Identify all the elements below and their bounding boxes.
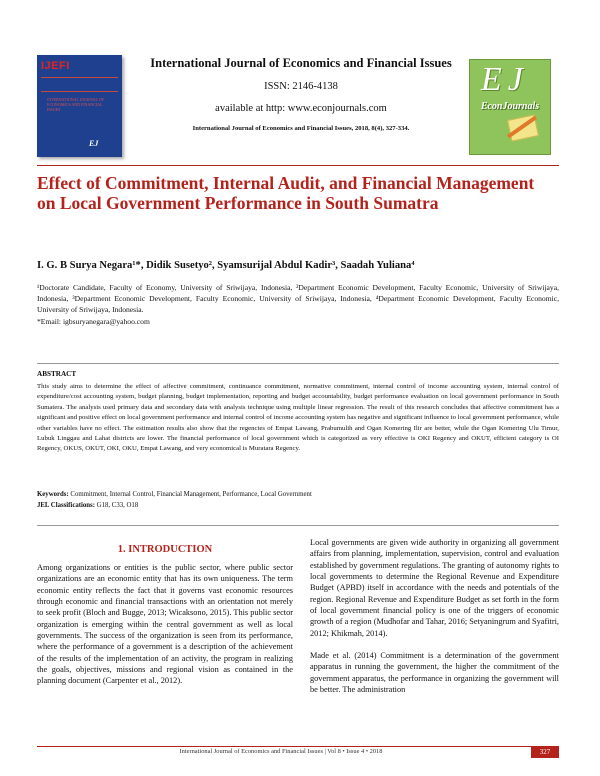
- journal-name: International Journal of Economics and Financial Issues: [150, 56, 452, 70]
- intro-paragraph: Made et al. (2014) Commitment is a determination of the government apparatus in running the government, the higher the commitment of the government apparatus, the performance in organizing the government will be better. The administration: [310, 651, 559, 695]
- footer-divider: [37, 746, 559, 747]
- issn: ISSN: 2146-4138: [264, 81, 338, 92]
- author-list: I. G. B Surya Negara¹*, Didik Susetyo², Syamsurijal Abdul Kadir³, Saadah Yuliana⁴: [37, 260, 415, 271]
- abstract-divider: [37, 363, 559, 364]
- econjournals-logo: [465, 55, 553, 157]
- body-divider: [37, 525, 559, 526]
- footer-text: International Journal of Economics and Financial Issues | Vol 8 • Issue 4 • 2018: [179, 748, 383, 755]
- journal-cover-image: [37, 55, 122, 157]
- header-divider: [37, 165, 559, 166]
- section-heading: 1. INTRODUCTION: [117, 544, 213, 555]
- availability-link[interactable]: available at http: www.econjournals.com: [215, 103, 387, 114]
- jel-value: G18, C33, O18: [94, 501, 139, 509]
- article-title: Effect of Commitment, Internal Audit, and Financial Management on Local Government Performance in South Sumatra: [37, 173, 535, 213]
- jel-label: JEL Classifications:: [37, 501, 95, 509]
- abstract-body: This study aims to determine the effect of affective commitment, continuance commitment, normative commitment, internal control of income accounting system, internal control of expenditure/cost accounting system, budget planning, budget implementation, reporting and budget accountability, budget performance evaluation on local government performance in South Sumatera. The analysis used primary data and secondary data with analysis technique using multiple linear regression. The result of this research concludes that affective commitment has a significant and positive effect on local government performance and internal control of income accounting system has negative and significant influence to local government performance, while other variables have no effect. The estimation results also show that the regencies of Empat Lawang, Prabumulih and Ogan Komering Ilir are better, while the Ogan Komering Ulu Timur, Lubuk Linggau and Lahat districts are lower. The financial performance of local government which is categorized as very effective is OKI Regency and OKUT, efficient category is OI Regency, OKUS, OKUT, OKI, OKU, Empat Lawang, and very economical is Muratara Regency.: [37, 383, 559, 453]
- intro-paragraph-left: Among organizations or entities is the public sector, where public sector organizations are an economic entity that has its own uniqueness. The term economic entity reflects the fact that it governs vast economic resources through economic and financial transactions with an orientation not merely to seek profit (Bloch and Bugge, 2013; Wicaksono, 2015). This public sector organization is emerging within the central government as well as local governments. The success of the organization is seen from its performance, where the performance of a government is a description of the achievement of the results of the implementation of an activity, the program in realizing the goals, objectives, missions and regional vision as contained in the planning document (Carpenter et al., 2012).: [37, 563, 293, 686]
- keywords-value: Commitment, Internal Control, Financial Management, Performance, Local Government: [68, 491, 312, 498]
- cover-divider: [41, 91, 118, 92]
- page-number: 327: [531, 747, 559, 758]
- jel-line: [37, 501, 559, 512]
- email[interactable]: *Email: igbsuryanegara@yahoo.com: [37, 316, 150, 326]
- cover-logo: EJ: [89, 139, 99, 148]
- keywords-label: Keywords:: [37, 491, 69, 498]
- citation: International Journal of Economics and Financial Issues, 2018, 8(4), 327-334.: [192, 125, 410, 132]
- affiliation-text: ¹Doctorate Candidate, Faculty of Economy, University of Sriwijaya, Indonesia, ²Department Economic Development, Faculty Economic, University of Sriwijaya, Indonesia, ³Department Economic Development, Faculty Economic, University of Sriwijaya, Indonesia, ⁴Department Economic Development, Faculty Economic, University of Sriwijaya, Indonesia.: [37, 283, 559, 315]
- cover-divider: [41, 77, 118, 78]
- keywords-line: [37, 490, 559, 501]
- page-footer: [37, 746, 559, 758]
- keywords-block: [37, 490, 559, 511]
- abstract-heading: ABSTRACT: [37, 370, 77, 378]
- journal-header: [130, 55, 472, 132]
- cover-title: IJEFI: [41, 60, 70, 72]
- logo-letters: EJ: [481, 61, 529, 98]
- cover-subtitle: INTERNATIONAL JOURNAL OF ECONOMICS AND FINANCIAL ISSUES: [47, 97, 105, 112]
- intro-paragraph: Local governments are given wide authority in organizing all government affairs from planning, implementation, supervision, control and evaluation established by government regulations. The granting of autonomy rights to local governments to determine the Regional Revenue and Expenditure Budget (APBD) itself in accordance with the needs and potentials of the region. Regional Revenue and Expenditure Budget as set forth in the form of local government financial policy is one of the triggers of economic growth of a region (Mudhofar and Tahar, 2016; Setyaningrum and Syafitri, 2012; Khikmah, 2014).: [310, 538, 559, 638]
- affiliations: [37, 282, 559, 327]
- logo-text: EconJournals: [480, 101, 540, 112]
- right-column: [310, 537, 559, 706]
